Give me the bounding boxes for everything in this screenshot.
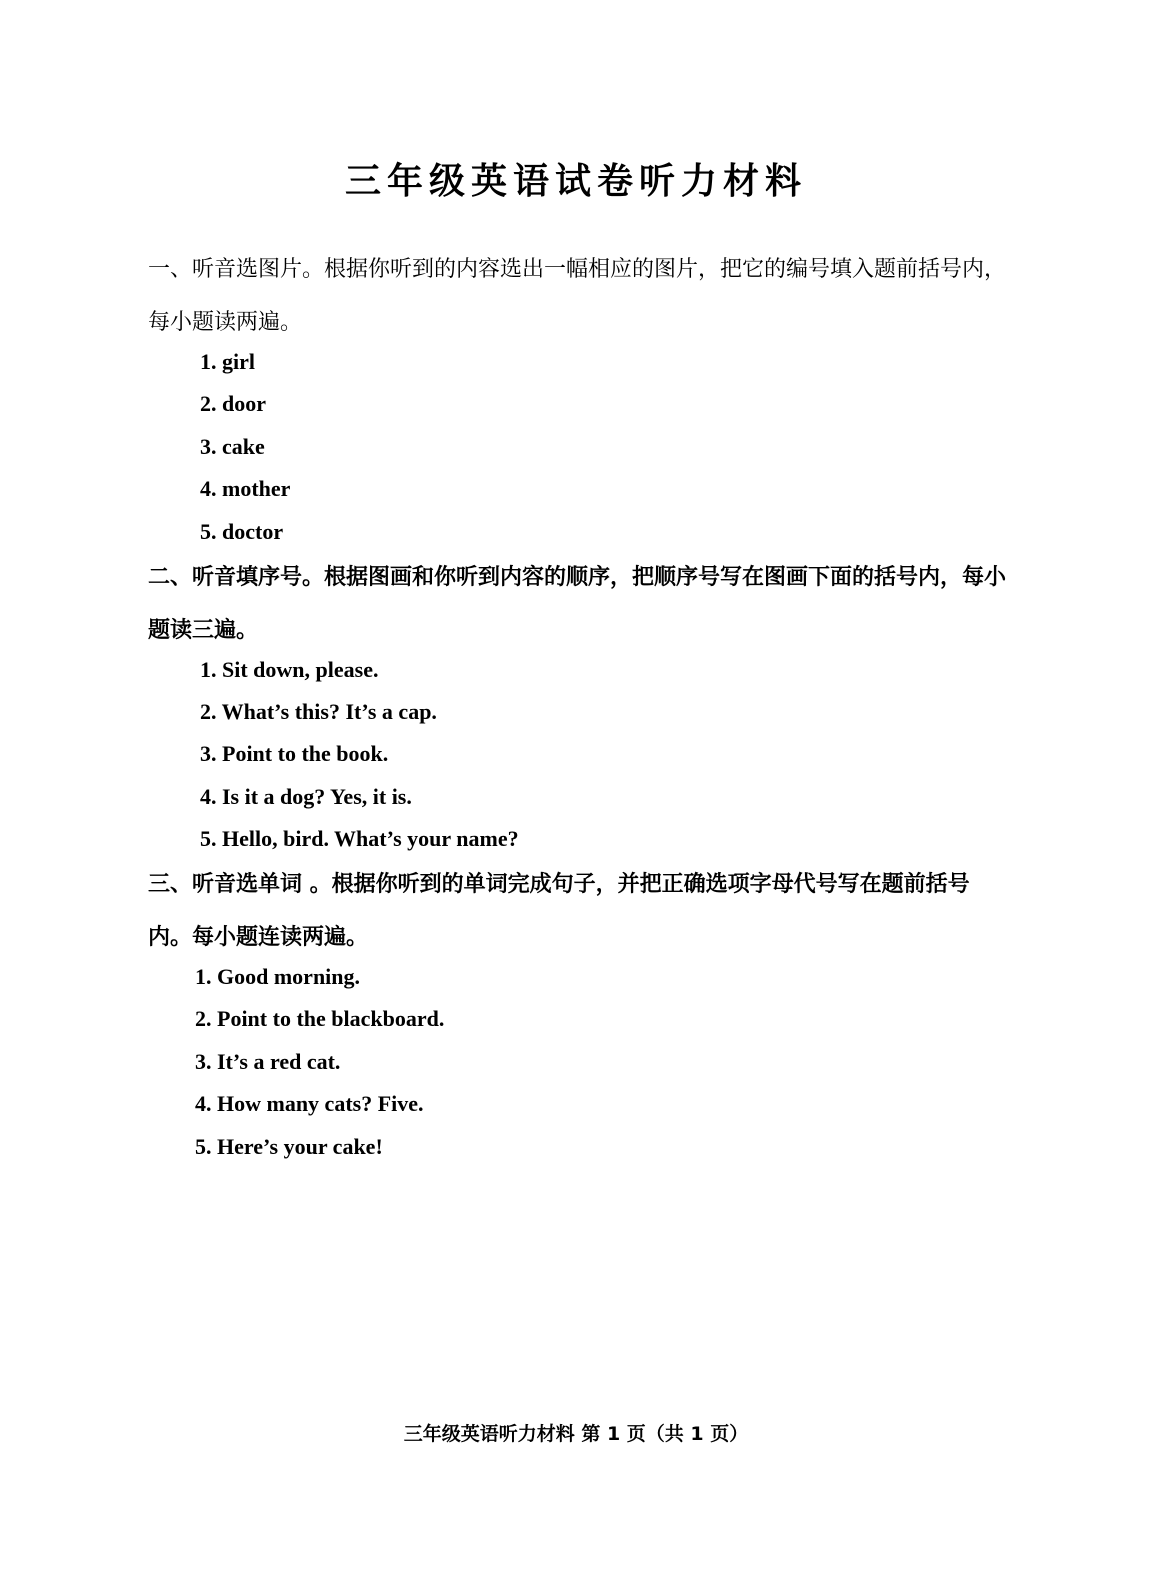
- section-2-heading: 二、听音填序号。根据图画和你听到内容的顺序，把顺序号写在图画下面的括号内，每小题读三遍。: [148, 565, 1007, 643]
- section-1-heading: 一、听音选图片。根据你听到的内容选出一幅相应的图片，把它的编号填入题前括号内，每小题读两遍。: [148, 257, 1007, 335]
- section-3-heading: 三、听音选单词 。根据你听到的单词完成句子，并把正确选项字母代号写在题前括号内。每小题连读两遍。: [148, 872, 970, 950]
- section-2-item-2: 2. What’s this? It’s a cap.: [200, 699, 437, 724]
- section-2-item-1: 1. Sit down, please.: [200, 657, 379, 682]
- page-title: 三年级英语试卷听力材料: [344, 161, 807, 202]
- section-3-item-5: 5. Here’s your cake!: [195, 1134, 383, 1159]
- section-1-item-5: 5. doctor: [200, 519, 284, 544]
- section-3-item-4: 4. How many cats? Five.: [195, 1091, 424, 1116]
- section-3-item-2: 2. Point to the blackboard.: [195, 1006, 445, 1031]
- section-1-item-3: 3. cake: [200, 434, 265, 459]
- section-2-item-5: 5. Hello, bird. What’s your name?: [200, 826, 519, 851]
- section-3-item-1: 1. Good morning.: [195, 964, 361, 989]
- section-2-item-4: 4. Is it a dog? Yes, it is.: [200, 784, 412, 809]
- section-2-item-3: 3. Point to the book.: [200, 741, 389, 766]
- section-1-item-4: 4. mother: [200, 476, 291, 501]
- section-1-item-2: 2. door: [200, 391, 266, 416]
- page-footer: 三年级英语听力材料 第 1 页（共 1 页）: [403, 1423, 749, 1445]
- section-3-item-3: 3. It’s a red cat.: [195, 1049, 341, 1074]
- section-1-item-1: 1. girl: [200, 349, 255, 374]
